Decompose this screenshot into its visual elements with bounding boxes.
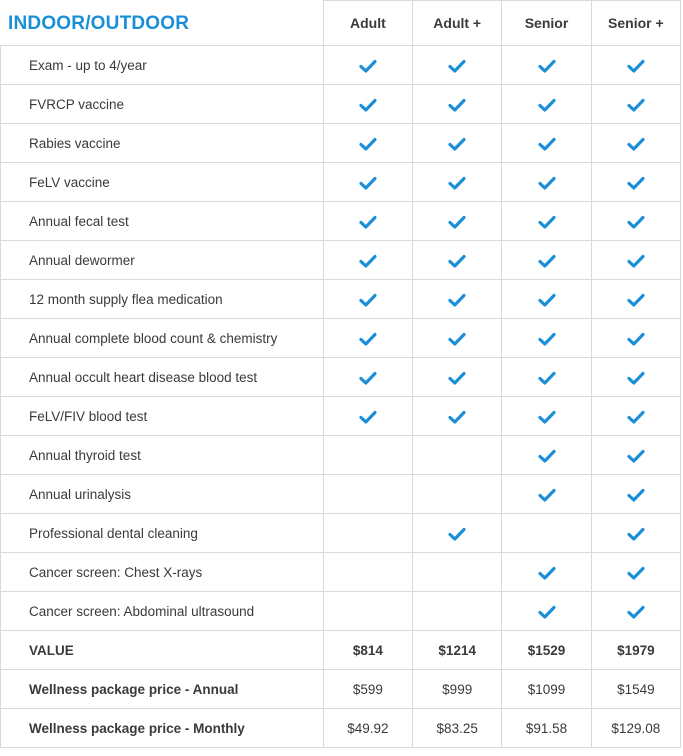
checkmark-icon xyxy=(538,57,556,72)
checkmark-icon xyxy=(359,291,377,306)
checkmark-icon xyxy=(538,252,556,267)
price-cell: $1529 xyxy=(502,631,591,670)
included-cell xyxy=(413,592,502,631)
price-cell: $1549 xyxy=(591,670,680,709)
checkmark-icon xyxy=(538,603,556,618)
checkmark-icon xyxy=(627,564,645,579)
included-cell xyxy=(323,241,412,280)
checkmark-icon xyxy=(538,486,556,501)
summary-label: Wellness package price - Annual xyxy=(1,670,324,709)
checkmark-icon xyxy=(538,291,556,306)
included-cell xyxy=(502,358,591,397)
table-row xyxy=(1,514,681,553)
service-label: Annual complete blood count & chemistry xyxy=(1,319,324,358)
included-cell xyxy=(502,397,591,436)
checkmark-icon xyxy=(448,96,466,111)
included-cell xyxy=(591,553,680,592)
included-cell xyxy=(323,475,412,514)
price-cell: $1214 xyxy=(413,631,502,670)
checkmark-icon xyxy=(627,252,645,267)
checkmark-icon xyxy=(627,447,645,462)
price-cell: $1979 xyxy=(591,631,680,670)
checkmark-icon xyxy=(448,213,466,228)
checkmark-icon xyxy=(359,213,377,228)
included-cell xyxy=(591,514,680,553)
service-label: FeLV vaccine xyxy=(1,163,324,202)
checkmark-icon xyxy=(627,408,645,423)
price-cell: $129.08 xyxy=(591,709,680,748)
price-cell: $1099 xyxy=(502,670,591,709)
included-cell xyxy=(323,319,412,358)
checkmark-icon xyxy=(448,408,466,423)
included-cell xyxy=(591,124,680,163)
included-cell xyxy=(413,475,502,514)
service-label: Cancer screen: Abdominal ultrasound xyxy=(1,592,324,631)
included-cell xyxy=(502,241,591,280)
price-cell: $599 xyxy=(323,670,412,709)
included-cell xyxy=(413,46,502,85)
included-cell xyxy=(502,280,591,319)
table-body xyxy=(1,46,681,748)
table-row xyxy=(1,85,681,124)
included-cell xyxy=(591,202,680,241)
included-cell xyxy=(591,358,680,397)
included-cell xyxy=(413,124,502,163)
checkmark-icon xyxy=(627,174,645,189)
included-cell xyxy=(413,319,502,358)
table-row xyxy=(1,163,681,202)
checkmark-icon xyxy=(538,447,556,462)
service-label: FVRCP vaccine xyxy=(1,85,324,124)
included-cell xyxy=(413,241,502,280)
table-row xyxy=(1,358,681,397)
included-cell xyxy=(502,436,591,475)
service-label: Exam - up to 4/year xyxy=(1,46,324,85)
included-cell xyxy=(323,436,412,475)
service-label: Annual fecal test xyxy=(1,202,324,241)
included-cell xyxy=(413,436,502,475)
included-cell xyxy=(591,592,680,631)
service-label: Rabies vaccine xyxy=(1,124,324,163)
checkmark-icon xyxy=(627,135,645,150)
included-cell xyxy=(502,553,591,592)
included-cell xyxy=(591,475,680,514)
checkmark-icon xyxy=(538,174,556,189)
checkmark-icon xyxy=(359,135,377,150)
checkmark-icon xyxy=(627,330,645,345)
page-title: INDOOR/OUTDOOR xyxy=(8,13,190,34)
checkmark-icon xyxy=(359,96,377,111)
included-cell xyxy=(413,397,502,436)
price-cell: $91.58 xyxy=(502,709,591,748)
checkmark-icon xyxy=(448,369,466,384)
included-cell xyxy=(323,514,412,553)
service-label: Cancer screen: Chest X-rays xyxy=(1,553,324,592)
checkmark-icon xyxy=(538,135,556,150)
included-cell xyxy=(323,358,412,397)
price-cell: $814 xyxy=(323,631,412,670)
checkmark-icon xyxy=(627,213,645,228)
included-cell xyxy=(413,280,502,319)
included-cell xyxy=(591,85,680,124)
service-label: 12 month supply flea medication xyxy=(1,280,324,319)
checkmark-icon xyxy=(538,213,556,228)
checkmark-icon xyxy=(359,330,377,345)
included-cell xyxy=(413,163,502,202)
checkmark-icon xyxy=(359,369,377,384)
included-cell xyxy=(413,358,502,397)
checkmark-icon xyxy=(627,369,645,384)
price-cell: $83.25 xyxy=(413,709,502,748)
checkmark-icon xyxy=(627,486,645,501)
included-cell xyxy=(413,553,502,592)
checkmark-icon xyxy=(448,291,466,306)
checkmark-icon xyxy=(627,603,645,618)
price-cell: $49.92 xyxy=(323,709,412,748)
included-cell xyxy=(591,241,680,280)
table-row xyxy=(1,436,681,475)
summary-label: Wellness package price - Monthly xyxy=(1,709,324,748)
checkmark-icon xyxy=(538,330,556,345)
checkmark-icon xyxy=(448,174,466,189)
included-cell xyxy=(502,124,591,163)
included-cell xyxy=(502,475,591,514)
service-label: Professional dental cleaning xyxy=(1,514,324,553)
included-cell xyxy=(323,163,412,202)
checkmark-icon xyxy=(448,57,466,72)
included-cell xyxy=(591,319,680,358)
summary-row xyxy=(1,709,681,748)
checkmark-icon xyxy=(627,57,645,72)
service-label: Annual dewormer xyxy=(1,241,324,280)
included-cell xyxy=(323,280,412,319)
included-cell xyxy=(502,592,591,631)
included-cell xyxy=(323,553,412,592)
included-cell xyxy=(591,397,680,436)
table-row xyxy=(1,202,681,241)
service-label: Annual thyroid test xyxy=(1,436,324,475)
checkmark-icon xyxy=(448,330,466,345)
checkmark-icon xyxy=(538,96,556,111)
column-header-adult-plus: Adult + xyxy=(413,1,502,46)
table-row xyxy=(1,124,681,163)
table-row xyxy=(1,280,681,319)
checkmark-icon xyxy=(538,408,556,423)
checkmark-icon xyxy=(359,408,377,423)
included-cell xyxy=(413,202,502,241)
checkmark-icon xyxy=(448,525,466,540)
included-cell xyxy=(323,85,412,124)
included-cell xyxy=(502,319,591,358)
included-cell xyxy=(591,280,680,319)
included-cell xyxy=(323,202,412,241)
price-cell: $999 xyxy=(413,670,502,709)
checkmark-icon xyxy=(627,96,645,111)
table-row xyxy=(1,241,681,280)
table-row xyxy=(1,475,681,514)
included-cell xyxy=(502,202,591,241)
service-label: Annual urinalysis xyxy=(1,475,324,514)
included-cell xyxy=(591,163,680,202)
included-cell xyxy=(323,46,412,85)
table-row xyxy=(1,46,681,85)
table-row xyxy=(1,592,681,631)
included-cell xyxy=(323,397,412,436)
checkmark-icon xyxy=(538,369,556,384)
included-cell xyxy=(591,46,680,85)
included-cell xyxy=(502,514,591,553)
checkmark-icon xyxy=(627,525,645,540)
checkmark-icon xyxy=(359,174,377,189)
service-label: FeLV/FIV blood test xyxy=(1,397,324,436)
checkmark-icon xyxy=(448,135,466,150)
included-cell xyxy=(502,85,591,124)
service-label: Annual occult heart disease blood test xyxy=(1,358,324,397)
checkmark-icon xyxy=(627,291,645,306)
included-cell xyxy=(413,514,502,553)
included-cell xyxy=(502,163,591,202)
checkmark-icon xyxy=(359,57,377,72)
table-row xyxy=(1,553,681,592)
included-cell xyxy=(591,436,680,475)
checkmark-icon xyxy=(448,252,466,267)
checkmark-icon xyxy=(538,564,556,579)
included-cell xyxy=(323,592,412,631)
table-row xyxy=(1,397,681,436)
column-header-senior-plus: Senior + xyxy=(591,1,680,46)
included-cell xyxy=(413,85,502,124)
included-cell xyxy=(502,46,591,85)
included-cell xyxy=(323,124,412,163)
summary-row xyxy=(1,631,681,670)
checkmark-icon xyxy=(359,252,377,267)
column-header-senior: Senior xyxy=(502,1,591,46)
summary-label: VALUE xyxy=(1,631,324,670)
summary-row xyxy=(1,670,681,709)
column-header-adult: Adult xyxy=(323,1,412,46)
table-row xyxy=(1,319,681,358)
